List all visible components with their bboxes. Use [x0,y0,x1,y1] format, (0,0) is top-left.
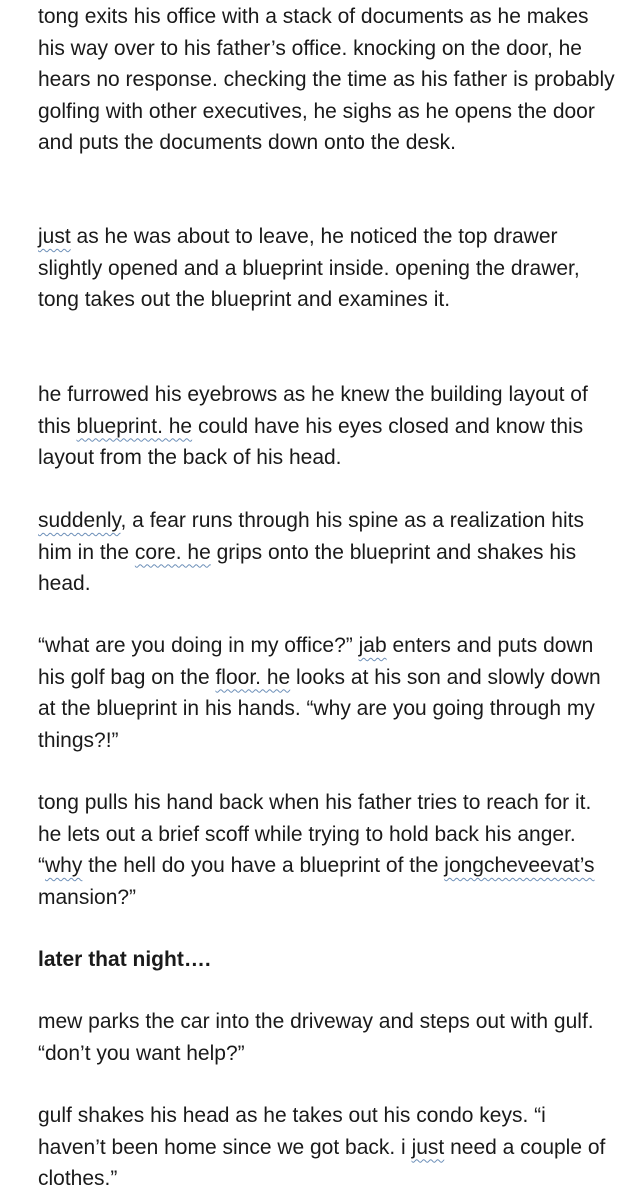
paragraph-text: as he was about to leave, he noticed the top drawer slightly opened and a blueprint inside. opening the drawer, tong takes out the blueprint and examines it. [38,225,580,311]
paragraph [38,1100,618,1195]
scene-heading [38,944,618,976]
paragraph-text: the hell do you have a blueprint of the [82,854,445,877]
paragraph-text: need a couple of clothes.” [38,1135,606,1190]
paragraph-text: mew parks the car into the driveway and steps out with gulf. “don’t you want help?” [38,1010,594,1065]
paragraph-text: enters and puts down his golf bag on the [38,634,594,689]
spellcheck-flagged-word[interactable]: blueprint. he [76,414,193,438]
spellcheck-flagged-word[interactable]: just [411,1135,445,1159]
spellcheck-flagged-word[interactable]: jongcheveevat’s [444,854,595,877]
paragraph [38,379,618,474]
spellcheck-flagged-word[interactable]: floor. he [215,665,291,689]
paragraph-text: he furrowed his eyebrows as he knew the building layout of this [38,383,588,438]
paragraph [38,221,618,316]
spellcheck-flagged-word[interactable]: just [38,225,71,248]
paragraph-text: later that night…. [38,948,211,971]
paragraph [38,1006,618,1069]
paragraph-text: gulf shakes his head as he takes out his condo keys. “i haven’t been home since we got back. i [38,1104,546,1159]
paragraph-text: looks at his son and slowly down at the blueprint in his hands. “why are you going through my things?!” [38,665,601,752]
paragraph [38,505,618,600]
paragraph-text: tong exits his office with a stack of documents as he makes his way over to his father’s office. knocking on the door, he hears no response. checking the time as his father is probably golfing with other executives, he sighs as he opens the door and puts the documents down onto the desk. [38,5,615,154]
paragraph-text: “what are you doing in my office?” [38,634,359,657]
paragraph [38,787,618,913]
paragraph-text: , a fear runs through his spine as a realization hits him in the [38,509,584,564]
paragraph-text: grips onto the blueprint and shakes his head. [38,540,577,595]
spellcheck-flagged-word[interactable]: why [45,854,83,877]
paragraph-text: could have his eyes closed and know this layout from the back of his head. [38,414,584,469]
paragraph-text: tong pulls his hand back when his father tries to reach for it. he lets out a brief scoff while trying to hold back his anger. “ [38,791,592,877]
paragraph-text: mansion?” [38,885,137,909]
spellcheck-flagged-word[interactable]: suddenly [38,509,121,532]
spellcheck-flagged-word[interactable]: core. he [134,540,211,564]
paragraph [38,630,618,756]
paragraph [38,1,618,159]
spellcheck-flagged-word[interactable]: jab [358,634,387,657]
